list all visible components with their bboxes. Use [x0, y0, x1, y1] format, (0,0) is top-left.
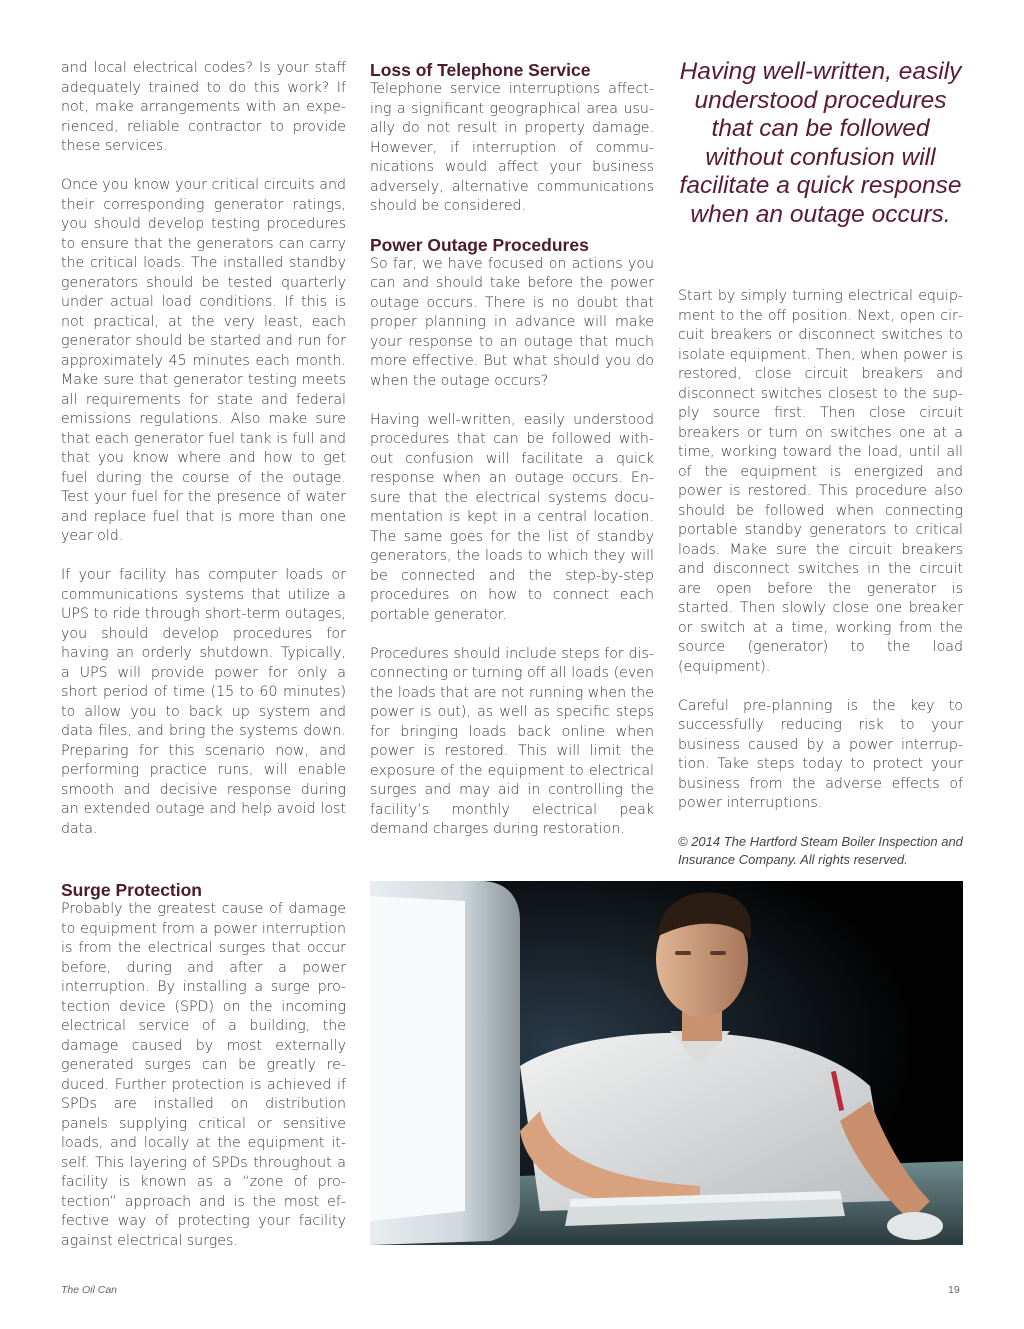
surge-protection-paragraph: Probably the greatest cause of damage to equipment from a power interruption is from the electrical surges that occur before, during and after a power interruption. By installing a surge protection device (SPD) on the incoming electrical service of a building, the damage caused by most externally generated surges can be greatly reduced. Further protection is achieved if SPDs are installed on distribution panels supplying critical or sensitive loads, and locally at the equipment itself. This layering of SPDs throughout a facility is known as a “zone of protection” approach and is the most effective way of protecting your facility against electrical surges. — [61, 901, 346, 1249]
column-3-body — [678, 287, 963, 869]
power-outage-heading: Power Outage Procedures — [370, 234, 589, 255]
col1-paragraph-2: Once you know your critical circuits and their corresponding generator ratings, you should develop testing procedures to ensure that the generators can carry the critical loads. The installed standby generators should be tested quarterly under actual load conditions. If this is not practical, at the very least, each generator should be started and run for approximately 45 minutes each month. Make sure that generator testing meets all requirements for state and federal emissions regulations. Also make sure that each generator fuel tank is full and that you know where and how to get fuel during the course of the outage. Test your fuel for the presence of water and replace fuel that is more than one year old. — [61, 177, 346, 544]
col1-paragraph-3: If your facility has computer loads or communications systems that utilize a UPS to ride through short-term outages, you should develop procedures for having an orderly shutdown. Typically, a UPS will provide power for only a short period of time (15 to 60 minutes) to allow you to back up system and data files, and bring the systems down. Preparing for this scenario now, and performing practice runs, will enable smooth and decisive response during an extended outage and help avoid lost data. — [61, 567, 346, 837]
computer-user-illustration — [370, 881, 963, 1245]
col2-paragraph-4: Procedures should include steps for disconnecting or turning off all loads (even the loads that are not running when the power is out), as well as specific steps for bringing loads back online when power is restored. This will limit the exposure of the equipment to electrical surges and may aid in controlling the facility’s monthly electrical peak demand charges during restoration. — [370, 645, 654, 837]
pull-quote: Having well-written, easily understood procedures that can be followed without confusion will facilitate a quick response when an outage occurs. — [679, 58, 962, 228]
copyright-notice: © 2014 The Hartford Steam Boiler Inspection and Insurance Company. All rights reserved. — [678, 834, 963, 867]
telephone-service-paragraph: Telephone service interruptions affecting a significant geographical area usually do not result in property damage. However, if interruption of communications would affect your business adversely, alternative communications should be considered. — [370, 81, 654, 214]
column-2 — [370, 60, 654, 859]
column-1 — [61, 59, 346, 859]
photo-man-at-computer — [370, 881, 963, 1245]
col3-paragraph-1: Start by simply turning electrical equipment to the off position. Next, open circuit breakers or disconnect switches to isolate equipment. Then, when power is restored, close circuit breakers and disconnect switches closest to the supply source first. Then close circuit breakers or turn on switches one at a time, working toward the load, until all of the equipment is energized and power is restored. This procedure also should be followed when connecting portable standby generators to critical loads. Make sure the circuit breakers and disconnect switches in the circuit are open before the generator is started. Then slowly close one breaker or switch at a time, working from the source (generator) to the load (equipment). — [678, 288, 963, 675]
footer-publication: The Oil Can — [61, 1284, 118, 1296]
col3-paragraph-2: Careful pre-planning is the key to successfully reducing risk to your business caused by a power interruption. Take steps today to protect your business from the adverse effects of power interruptions. — [678, 697, 963, 811]
col2-paragraph-2: So far, we have focused on actions you can and should take before the power outage occurs. There is no doubt that proper planning in advance will make your response to an outage that much more effective. But what should you do when the outage occurs? — [370, 255, 654, 389]
col1-paragraph-1: and local electrical codes? Is your staff adequately trained to do this work? If not, make arrangements with an experienced, reliable contractor to provide these services. — [61, 60, 346, 154]
column-3 — [678, 58, 963, 229]
footer-page-number: 19 — [948, 1284, 960, 1296]
telephone-service-heading: Loss of Telephone Service — [370, 60, 591, 80]
col2-paragraph-3: Having well-written, easily understood procedures that can be followed without confusion will facilitate a quick response when an outage occurs. Ensure that the electrical systems documentation is kept in a central location. The same goes for the list of standby generators, the loads to which they will be connected and the step-by-step procedures on how to connect each portable generator. — [370, 411, 654, 623]
surge-protection-section — [61, 880, 346, 1271]
surge-protection-heading: Surge Protection — [61, 880, 202, 900]
